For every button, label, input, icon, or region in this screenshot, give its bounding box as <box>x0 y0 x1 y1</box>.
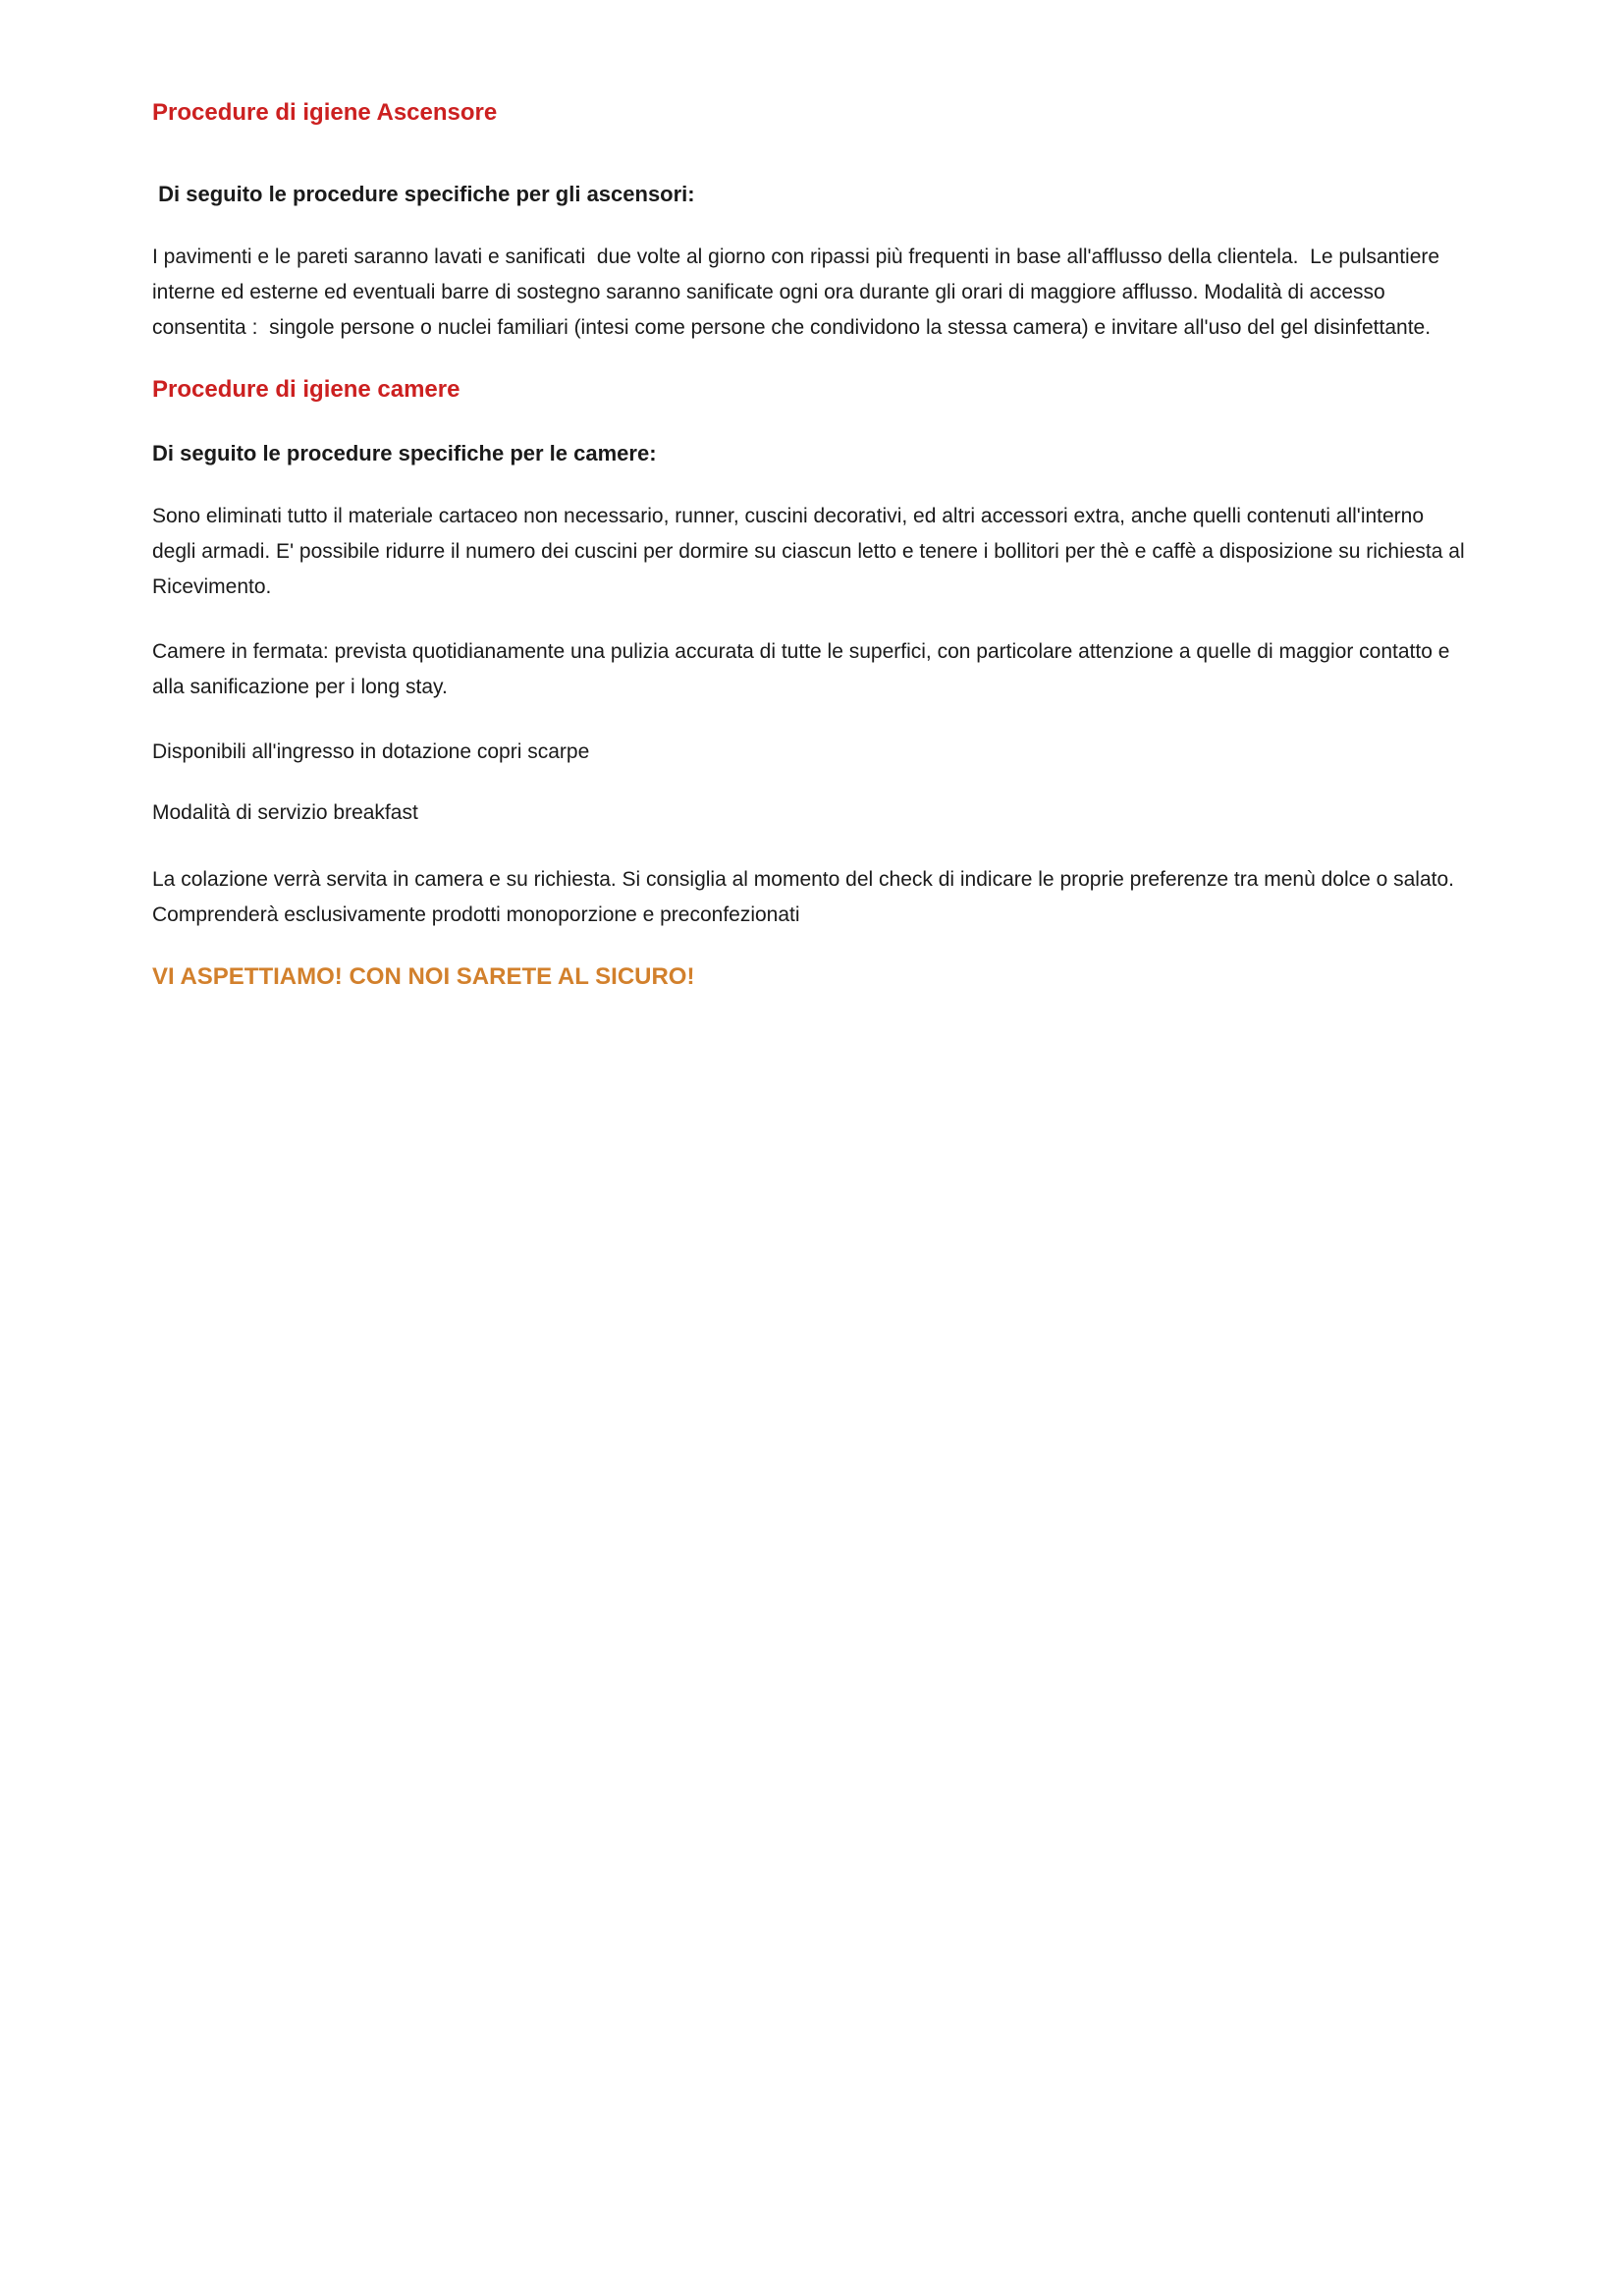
paragraph-camere-fermata: Camere in fermata: prevista quotidianamente una pulizia accurata di tutte le superfici, con particolare attenzione a quelle di maggior contatto e alla sanificazione per i long stay. <box>152 640 1456 698</box>
heading-procedure-igiene-camere: Procedure di igiene camere <box>152 376 460 403</box>
paragraph-breakfast-title: Modalità di servizio breakfast <box>152 801 418 824</box>
paragraph-camere-materiale: Sono eliminati tutto il materiale cartaceo non necessario, runner, cuscini decorativi, ed altri accessori extra, anche quelli contenuti all'interno degli armadi. E' possibile ridurre il numero dei cuscini per dormire su ciascun letto e tenere i bollitori per thè e caffè a disposizione su richiesta al Ricevimento. <box>152 505 1471 598</box>
closing-banner: VI ASPETTIAMO! CON NOI SARETE AL SICURO! <box>152 963 695 990</box>
subheading-procedure-camere: Di seguito le procedure specifiche per le camere: <box>152 441 657 465</box>
document-content <box>152 98 1471 992</box>
paragraph-breakfast-detail: La colazione verrà servita in camera e su richiesta. Si consiglia al momento del check di indicare le proprie preferenze tra menù dolce o salato. Comprenderà esclusivamente prodotti monoporzione e preconfezionati <box>152 868 1460 926</box>
heading-procedure-igiene-ascensore: Procedure di igiene Ascensore <box>152 99 498 126</box>
subheading-procedure-ascensori: Di seguito le procedure specifiche per gli ascensori: <box>152 182 695 206</box>
paragraph-copri-scarpe: Disponibili all'ingresso in dotazione copri scarpe <box>152 740 590 763</box>
paragraph-ascensori-detail: I pavimenti e le pareti saranno lavati e sanificati due volte al giorno con ripassi più frequenti in base all'afflusso della clientela. Le pulsantiere interne ed esterne ed eventuali barre di sostegno saranno sanificate ogni ora durante gli orari di maggiore afflusso. Modalità di accesso consentita : singole persone o nuclei familiari (intesi come persone che condividono la stessa camera) e invitare all'uso del gel disinfettante. <box>152 246 1445 339</box>
